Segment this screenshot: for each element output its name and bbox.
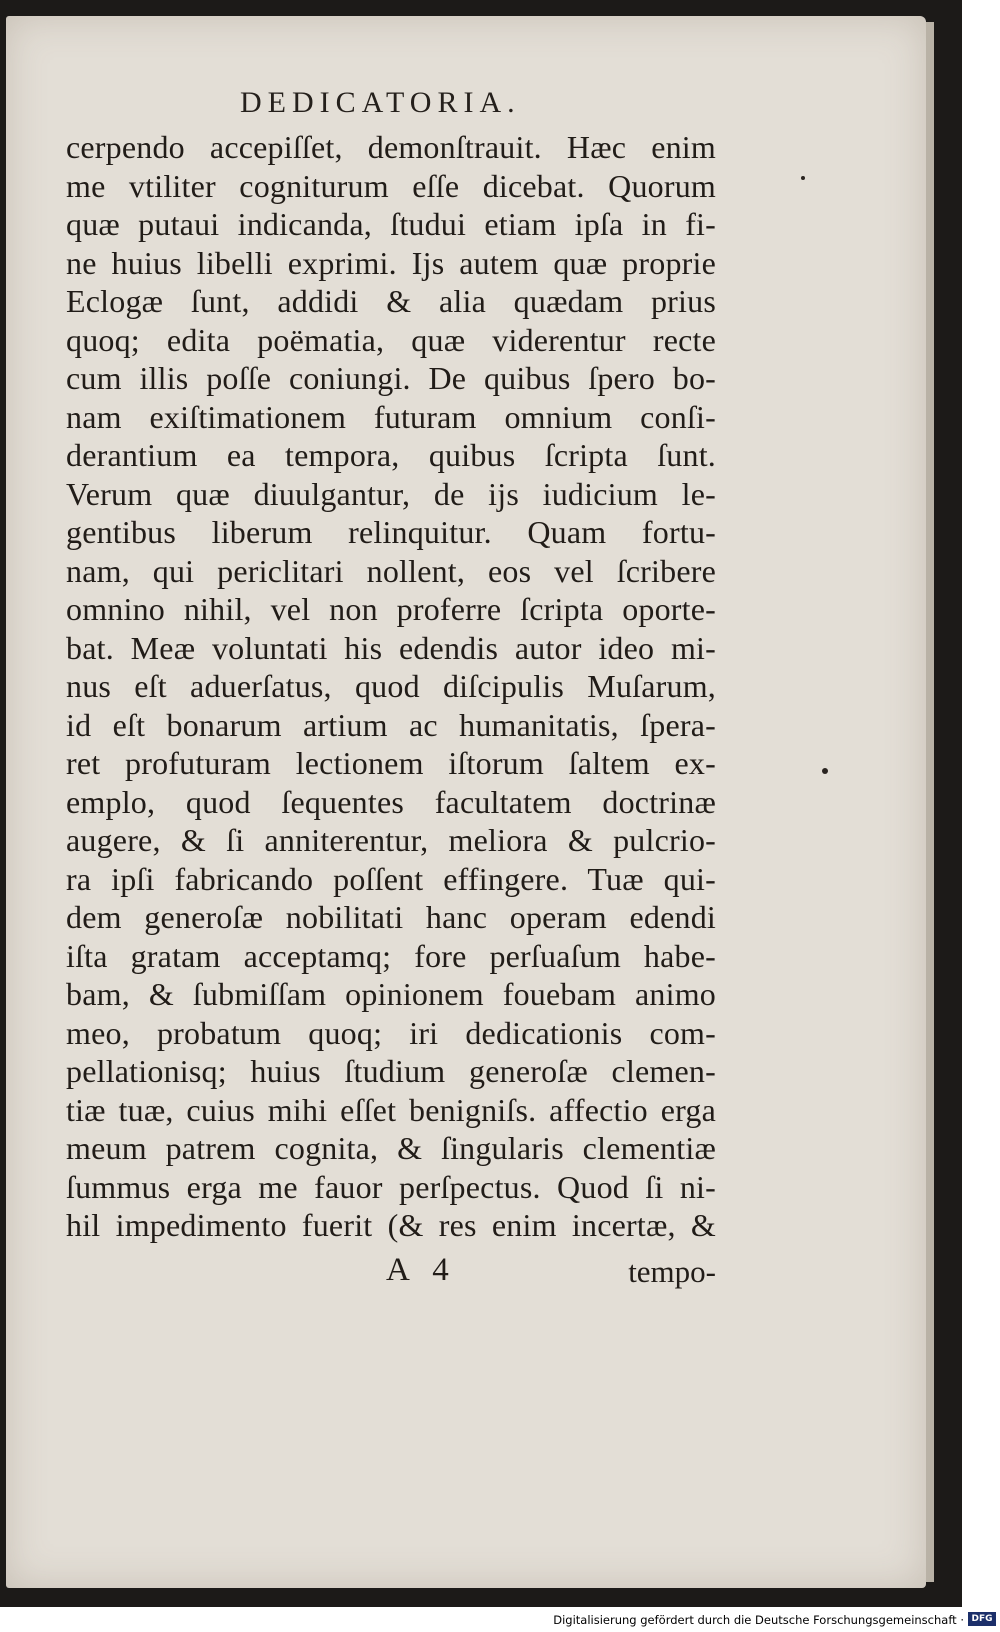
text-line: id eſt bonarum artium ac humanitatis, ſpera- bbox=[66, 706, 716, 743]
text-line: me vtiliter cogniturum eſſe dicebat. Quorum bbox=[66, 167, 716, 204]
text-line: iſta gratam acceptamq; fore perſuaſum habe- bbox=[66, 937, 716, 974]
text-line: nam, qui periclitari nollent, eos vel ſcribere bbox=[66, 552, 716, 589]
text-line: cerpendo accepiſſet, demonſtrauit. Hæc enim bbox=[66, 129, 716, 165]
text-line: quæ putaui indicanda, ſtudui etiam ipſa in fi- bbox=[66, 206, 716, 242]
text-line: nam exiſtimationem futuram omnium conſi- bbox=[66, 398, 716, 435]
text-line: bat. Meæ voluntati his edendis autor ideo mi- bbox=[66, 629, 716, 666]
text-line: gentibus liberum relinquitur. Quam fortu- bbox=[66, 514, 716, 550]
dfg-logo: DFG bbox=[968, 1612, 996, 1626]
text-line: pellationisq; huius ſtudium generoſæ clemen- bbox=[66, 1053, 716, 1089]
page-foot bbox=[66, 1252, 716, 1292]
text-line: cum illis poſſe coniungi. De quibus ſpero bo- bbox=[66, 360, 716, 396]
text-line: ſummus erga me fauor perſpectus. Quod ſi ni- bbox=[66, 1168, 716, 1205]
text-line: dem generoſæ nobilitati hanc operam edendi bbox=[66, 899, 716, 935]
body-text bbox=[66, 128, 716, 1245]
text-line: ret profuturam lectionem iſtorum ſaltem ex- bbox=[66, 745, 716, 781]
funding-credit: Digitalisierung gefördert durch die Deutsche Forschungsgemeinschaft · bbox=[553, 1613, 964, 1627]
running-head: DEDICATORIA. bbox=[240, 86, 521, 119]
text-line: bam, & ſubmiſſam opinionem fouebam animo bbox=[66, 976, 716, 1012]
ink-speck bbox=[801, 176, 805, 180]
text-line: ra ipſi fabricando poſſent effingere. Tuæ qui- bbox=[66, 860, 716, 897]
text-line: Verum quæ diuulgantur, de ijs iudicium le- bbox=[66, 475, 716, 512]
page-edge bbox=[926, 22, 934, 1582]
ink-speck bbox=[822, 768, 828, 774]
text-line: nus eſt aduerſatus, quod diſcipulis Muſarum, bbox=[66, 668, 716, 704]
text-line: emplo, quod ſequentes facultatem doctrinæ bbox=[66, 783, 716, 820]
text-line: omnino nihil, vel non proferre ſcripta oporte- bbox=[66, 591, 716, 627]
text-line: meo, probatum quoq; iri dedicationis com- bbox=[66, 1014, 716, 1051]
text-line: tiæ tuæ, cuius mihi eſſet benigniſs. affectio erga bbox=[66, 1091, 716, 1128]
signature-mark: A 4 bbox=[386, 1252, 457, 1288]
digitization-footer bbox=[0, 1608, 1000, 1632]
text-line: augere, & ſi anniterentur, meliora & pulcrio- bbox=[66, 822, 716, 858]
text-line: derantium ea tempora, quibus ſcripta ſunt. bbox=[66, 437, 716, 473]
text-line: quoq; edita poëmatia, quæ viderentur recte bbox=[66, 321, 716, 358]
text-line: hil impedimento fuerit (& res enim incertæ, & bbox=[66, 1207, 716, 1243]
text-line: ne huius libelli exprimi. Ijs autem quæ proprie bbox=[66, 244, 716, 281]
text-line: Eclogæ ſunt, addidi & alia quædam prius bbox=[66, 283, 716, 319]
catchword: tempo- bbox=[628, 1254, 716, 1289]
text-line: meum patrem cognita, & ſingularis clementiæ bbox=[66, 1130, 716, 1166]
